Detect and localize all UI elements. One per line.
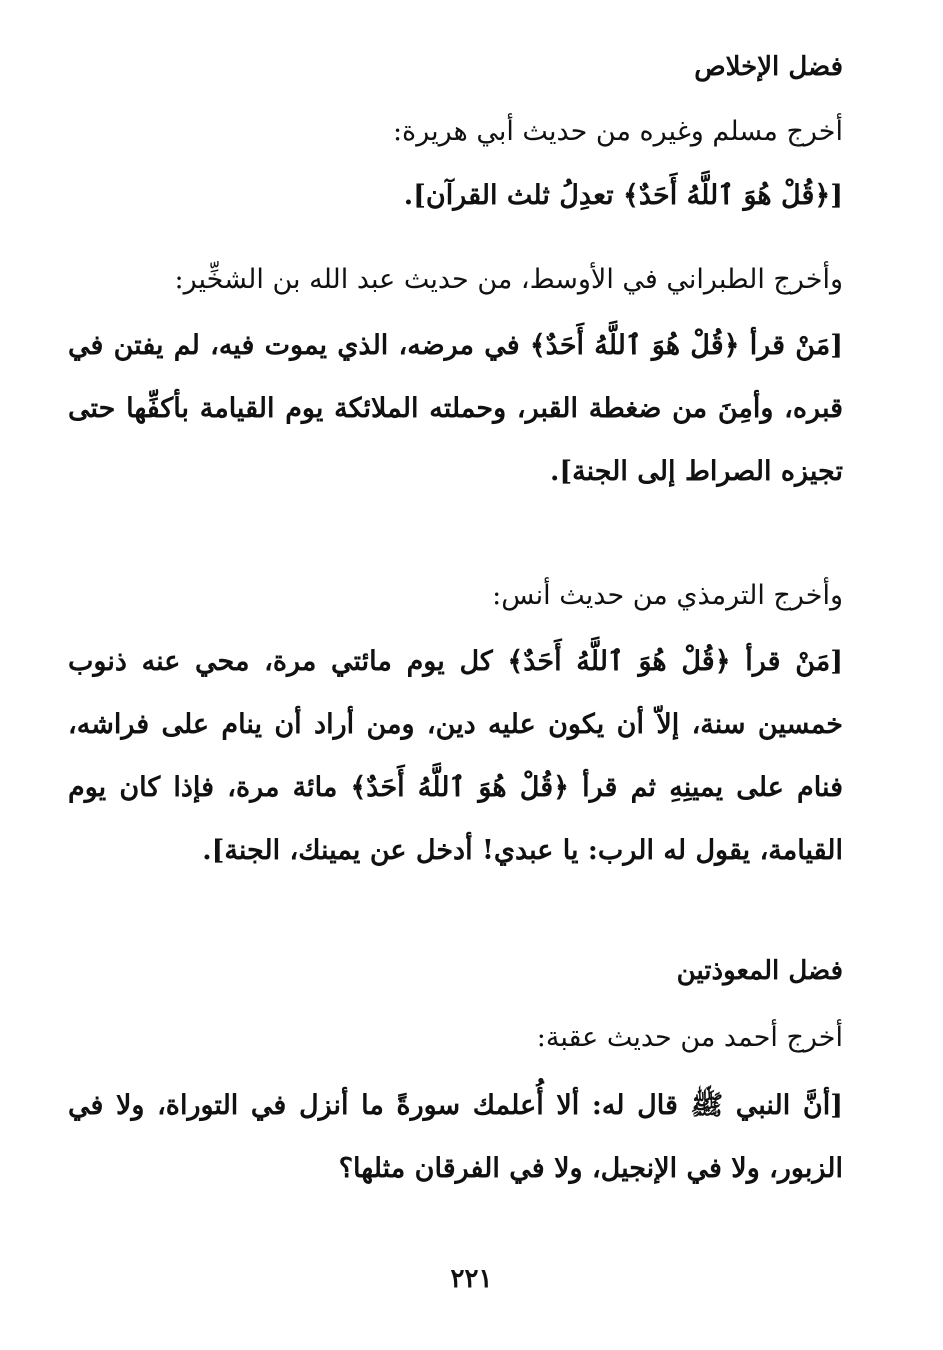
section-heading-ikhlas: فضل الإخلاص	[694, 52, 843, 82]
hadith-intro-tabarani: وأخرج الطبراني في الأوسط، من حديث عبد الله بن الشخِّير:	[174, 264, 843, 295]
hadith-intro-tirmidhi: وأخرج الترمذي من حديث أنس:	[492, 580, 843, 611]
hadith-text-thulth: [﴿قُلْ هُوَ ٱللَّهُ أَحَدٌ﴾ تعدِلُ ثلث القرآن].	[403, 180, 843, 211]
hadith-text-marad: [مَنْ قرأ ﴿قُلْ هُوَ ٱللَّهُ أَحَدٌ﴾ في مرضه، الذي يموت فيه، لم يفتن في قبره، وأمِنَ من ضغطة القبر، وحملته الملائكة يوم القيامة بأكفِّها حتى تجيزه الصراط إلى الجنة].	[68, 330, 843, 487]
hadith-intro-ahmad: أخرج أحمد من حديث عقبة:	[536, 1022, 843, 1053]
hadith-text-uqba: [أنَّ النبي ﷺ قال له: ألا أُعلمك سورةً ما أنزل في التوراة، ولا في الزبور، ولا في الإنجيل، ولا في الفرقان مثلها؟	[68, 1090, 843, 1184]
hadith-intro-muslim: أخرج مسلم وغيره من حديث أبي هريرة:	[392, 116, 843, 147]
section-heading-muawwidhatayn: فضل المعوذتين	[676, 956, 843, 986]
hadith-text-miatay: [مَنْ قرأ ﴿قُلْ هُوَ ٱللَّهُ أَحَدٌ﴾ كل يوم مائتي مرة، محي عنه ذنوب خمسين سنة، إلاّ أن يكون عليه دين، ومن أراد أن ينام على فراشه، فنام على يمينِهِ ثم قرأ ﴿قُلْ هُوَ ٱللَّهُ أَحَدٌ﴾ مائة مرة، فإذا كان يوم القيامة، يقول له الرب: يا عبدي! أدخل عن يمينك، الجنة].	[68, 646, 843, 866]
page-number: ٢٢١	[450, 1264, 493, 1294]
